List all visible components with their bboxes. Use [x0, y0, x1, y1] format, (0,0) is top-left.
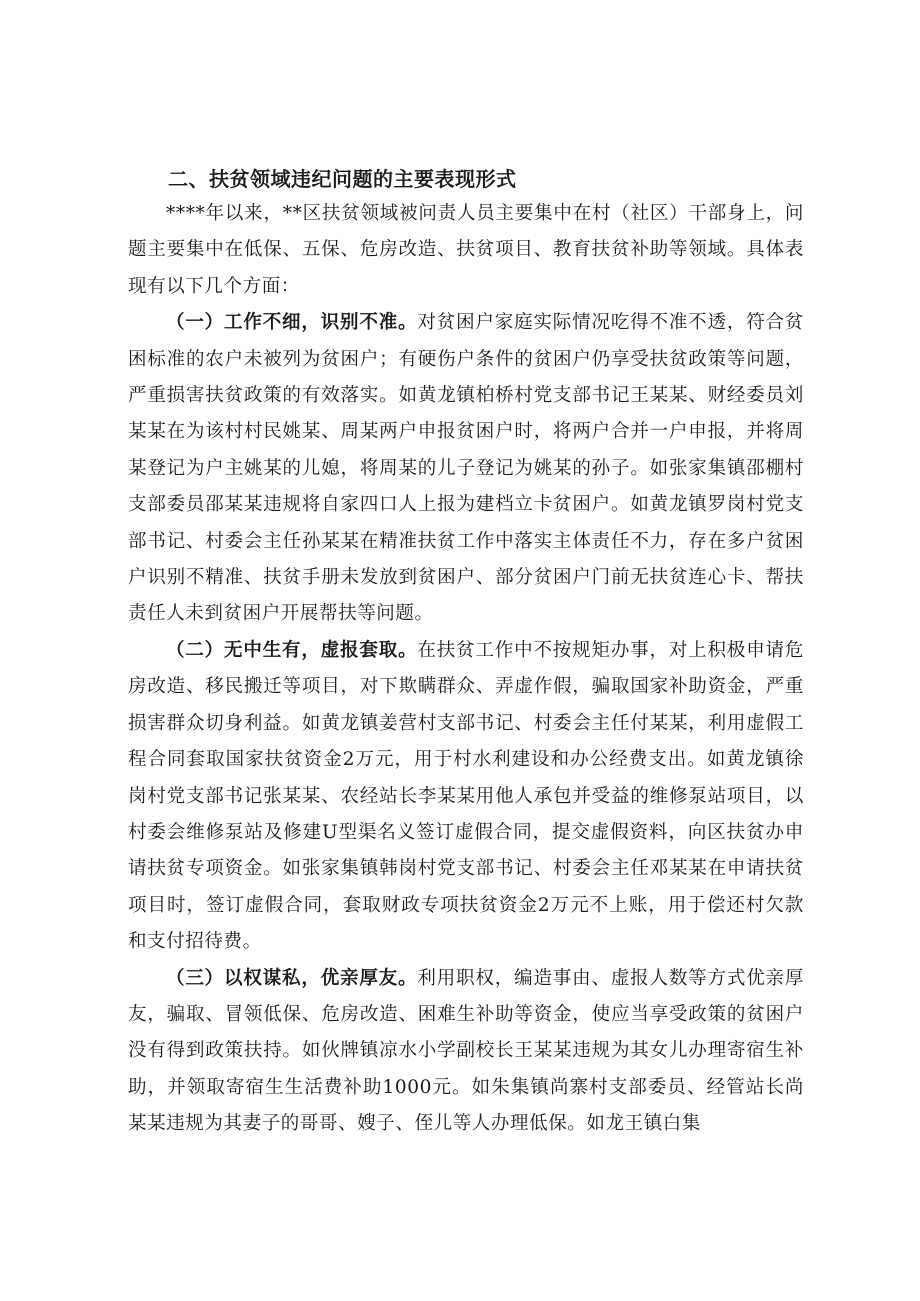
item-lead-2: （二）无中生有，虚报套取。 — [166, 639, 418, 661]
item-lead-1: （一）工作不细，识别不准。 — [166, 312, 418, 334]
item-paragraph-2 — [128, 633, 804, 961]
intro-paragraph: ****年以来，**区扶贫领域被问责人员主要集中在村（社区）干部身上，问题主要集中在低保、五保、危房改造、扶贫项目、教育扶贫补助等领域。具体表现有以下几个方面： — [128, 203, 804, 297]
item-paragraph-3 — [128, 961, 804, 1143]
item-lead-3: （三）以权谋私，优亲厚友。 — [166, 967, 418, 989]
item-body-2: 在扶贫工作中不按规矩办事，对上积极申请危房改造、移民搬迁等项目，对下欺瞒群众、弄虚作假，骗取国家补助资金，严重损害群众切身利益。如黄龙镇姜营村支部书记、村委会主任付某某，利用虚假工程合同套取国家扶贫资金2万元，用于村水利建设和办公经费支出。如黄龙镇徐岗村党支部书记张某某、农经站长李某某用他人承包并受益的维修泵站项目，以村委会维修泵站及修建U型渠名义签订虚假合同，提交虚假资料，向区扶贫办申请扶贫专项资金。如张家集镇韩岗村党支部书记、村委会主任邓某某在申请扶贫项目时，签订虚假合同，套取财政专项扶贫资金2万元不上账，用于偿还村欠款和支付招待费。 — [128, 639, 804, 953]
item-body-1: 对贫困户家庭实际情况吃得不准不透，符合贫困标准的农户未被列为贫困户；有硬伤户条件的贫困户仍享受扶贫政策等问题，严重损害扶贫政策的有效落实。如黄龙镇柏桥村党支部书记王某某、财经委员刘某某在为该村村民姚某、周某两户申报贫困户时，将两户合并一户申报，并将周某登记为户主姚某的儿媳，将周某的儿子登记为姚某的孙子。如张家集镇邵棚村支部委员邵某某违规将自家四口人上报为建档立卡贫困户。如黄龙镇罗岗村党支部书记、村委会主任孙某某在精准扶贫工作中落实主体责任不力，存在多户贫困户识别不精准、扶贫手册未发放到贫困户、部分贫困户门前无扶贫连心卡、帮扶责任人未到贫困户开展帮扶等问题。 — [128, 312, 804, 625]
item-body-3: 利用职权，编造事由、虚报人数等方式优亲厚友，骗取、冒领低保、危房改造、困难生补助等资金，使应当享受政策的贫困户没有得到政策扶持。如伙牌镇凉水小学副校长王某某违规为其女儿办理寄宿生补助，并领取寄宿生生活费补助1000元。如朱集镇尚寨村支部委员、经管站长尚某某违规为其妻子的哥哥、嫂子、侄儿等人办理低保。如龙王镇白集 — [128, 967, 804, 1135]
item-paragraph-1 — [128, 305, 804, 633]
section-heading: 二、扶贫领域违纪问题的主要表现形式 — [168, 167, 517, 191]
document-body — [128, 162, 804, 1143]
